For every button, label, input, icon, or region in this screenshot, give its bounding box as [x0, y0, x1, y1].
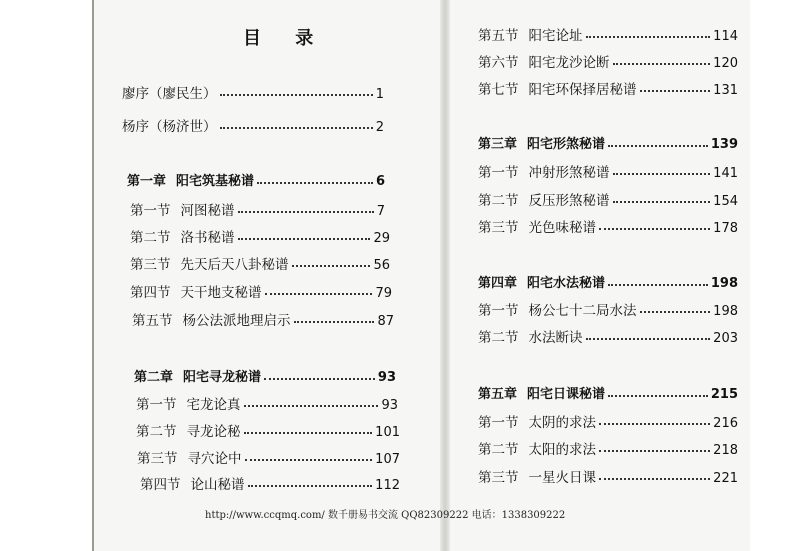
leader-dots: [245, 459, 373, 461]
leader-dots: [599, 478, 710, 480]
toc-entry-label: 阳宅水法秘谱: [527, 276, 606, 291]
toc-entry: [137, 447, 400, 467]
leader-dots: [586, 338, 711, 340]
toc-entry-label: 天干地支秘谱: [180, 285, 262, 301]
toc-entry-label: 阳宅论址: [528, 28, 583, 44]
toc-page-number: 120: [713, 56, 738, 71]
leader-dots: [608, 395, 708, 397]
toc-entry-label: 阳宅龙沙论断: [528, 55, 610, 71]
toc-entry: [478, 438, 738, 458]
toc-entry: [130, 199, 385, 219]
toc-entry: [132, 309, 394, 329]
toc-section-number: 第三节: [137, 451, 178, 467]
leader-dots: [244, 432, 373, 434]
toc-chapter-4: [478, 272, 738, 291]
toc-entry-label: 太阴的求法: [528, 415, 596, 431]
toc-entry-label: 先天后天八卦秘谱: [180, 257, 289, 273]
toc-entry: [136, 420, 400, 440]
toc-section-number: 第五节: [478, 28, 519, 44]
toc-entry-preface-1: [122, 82, 384, 102]
leader-dots: [640, 90, 711, 92]
toc-section-number: 第二节: [478, 193, 519, 209]
leader-dots: [264, 378, 375, 380]
toc-page-number: 93: [381, 398, 398, 413]
toc-page-number: 178: [713, 221, 738, 236]
toc-section-number: 第一节: [478, 415, 519, 431]
toc-section-number: 第七节: [478, 82, 519, 98]
toc-page-number: 56: [373, 258, 390, 273]
toc-section-number: 第六节: [478, 55, 519, 71]
toc-entry: [478, 78, 738, 98]
toc-section-number: 第三节: [130, 257, 171, 273]
toc-entry: [478, 299, 738, 319]
toc-entry-label: 寻穴论中: [187, 451, 242, 467]
toc-section-number: 第四章: [478, 276, 518, 291]
toc-entry-label: 阳宅寻龙秘谱: [183, 370, 262, 385]
toc-section-number: 第二节: [130, 230, 171, 246]
toc-entry: [478, 51, 738, 71]
toc-page-number: 2: [375, 120, 384, 135]
leader-dots: [238, 238, 371, 240]
toc-page-number: 198: [710, 276, 738, 291]
toc-section-number: 第一节: [130, 203, 171, 219]
toc-entry-label: 阳宅形煞秘谱: [527, 137, 606, 152]
toc-entry: [478, 466, 738, 486]
toc-entry: [478, 216, 738, 236]
toc-section-number: 第一节: [478, 303, 519, 319]
watermark-footer: http://www.ccqmq.com/ 数千册易书交流 QQ82309222 电话：1338309222: [205, 510, 566, 521]
toc-chapter-2: [134, 366, 396, 385]
toc-entry-label: 寻龙论秘: [186, 424, 241, 440]
toc-page-number: 221: [713, 471, 738, 486]
toc-page-number: 79: [375, 286, 392, 301]
leader-dots: [265, 293, 373, 295]
toc-page-number: 112: [375, 478, 400, 493]
toc-section-number: 第五章: [478, 387, 518, 402]
toc-entry: [478, 189, 738, 209]
toc-page-number: 203: [713, 331, 738, 346]
toc-page-number: 216: [713, 416, 738, 431]
toc-page-number: 1: [375, 87, 384, 102]
toc-entry-label: 论山秘谱: [190, 477, 245, 493]
leader-dots: [586, 36, 711, 38]
leader-dots: [599, 228, 710, 230]
toc-entry: [130, 253, 390, 273]
toc-page-number: 154: [713, 194, 738, 209]
leader-dots: [599, 423, 710, 425]
toc-section-number: 第三节: [478, 470, 519, 486]
leader-dots: [248, 485, 373, 487]
toc-section-number: 第五节: [132, 313, 173, 329]
toc-entry: [136, 393, 398, 413]
toc-entry-label: 廖序（廖民生）: [122, 86, 217, 102]
toc-entry-label: 宅龙论真: [186, 397, 241, 413]
toc-entry-label: 阳宅环保择居秘谱: [528, 82, 637, 98]
toc-page-number: 101: [375, 425, 400, 440]
leader-dots: [244, 405, 379, 407]
toc-section-number: 第四节: [130, 285, 171, 301]
toc-entry: [130, 226, 390, 246]
leader-dots: [608, 284, 708, 286]
toc-page-number: 198: [713, 304, 738, 319]
toc-page-number: 29: [373, 231, 390, 246]
toc-entry-label: 杨公法派地理启示: [182, 313, 291, 329]
toc-entry: [478, 161, 738, 181]
leader-dots: [613, 63, 711, 65]
toc-entry-label: 光色味秘谱: [528, 220, 596, 236]
toc-entry-label: 杨公七十二局水法: [528, 303, 637, 319]
toc-page-number: 93: [377, 370, 396, 385]
toc-section-number: 第四节: [140, 477, 181, 493]
toc-entry-label: 河图秘谱: [180, 203, 235, 219]
leader-dots: [292, 265, 371, 267]
toc-entry-label: 水法断诀: [528, 330, 583, 346]
toc-section-number: 第三节: [478, 220, 519, 236]
toc-section-number: 第二节: [136, 424, 177, 440]
toc-page-number: 218: [713, 443, 738, 458]
toc-page-number: 107: [375, 452, 400, 467]
toc-page-number: 87: [377, 314, 394, 329]
toc-page-number: 6: [375, 174, 385, 189]
toc-page-number: 215: [710, 387, 738, 402]
toc-entry-label: 阳宅日课秘谱: [527, 387, 606, 402]
toc-section-number: 第一章: [127, 174, 167, 189]
toc-entry-label: 反压形煞秘谱: [528, 193, 610, 209]
leader-dots: [257, 182, 373, 184]
toc-entry: [478, 24, 738, 44]
leader-dots: [613, 173, 711, 175]
toc-section-number: 第一节: [478, 165, 519, 181]
toc-entry: [478, 326, 738, 346]
leader-dots: [599, 450, 710, 452]
toc-chapter-1: [127, 170, 385, 189]
toc-chapter-3: [478, 133, 738, 152]
book-gutter: [440, 0, 450, 551]
toc-section-number: 第二节: [478, 330, 519, 346]
leader-dots: [608, 145, 708, 147]
left-page-edge: [92, 0, 94, 551]
toc-page-number: 131: [713, 83, 738, 98]
toc-entry: [140, 473, 400, 493]
toc-entry-label: 阳宅筑基秘谱: [176, 174, 255, 189]
toc-entry-label: 杨序（杨济世）: [122, 119, 217, 135]
toc-section-number: 第三章: [478, 137, 518, 152]
toc-section-number: 第二章: [134, 370, 174, 385]
toc-section-number: 第二节: [478, 442, 519, 458]
leader-dots: [640, 311, 711, 313]
leader-dots: [220, 127, 373, 129]
toc-title: 目 录: [243, 28, 328, 49]
toc-section-number: 第一节: [136, 397, 177, 413]
leader-dots: [294, 321, 375, 323]
leader-dots: [220, 94, 373, 96]
toc-page-number: 7: [376, 204, 385, 219]
toc-page-number: 141: [713, 166, 738, 181]
toc-entry: [130, 281, 392, 301]
toc-entry-label: 洛书秘谱: [180, 230, 235, 246]
toc-entry-label: 一星火日课: [528, 470, 596, 486]
toc-page-number: 114: [713, 29, 738, 44]
leader-dots: [613, 201, 711, 203]
toc-entry: [478, 411, 738, 431]
toc-entry-preface-2: [122, 115, 384, 135]
toc-entry-label: 太阳的求法: [528, 442, 596, 458]
toc-entry-label: 冲射形煞秘谱: [528, 165, 610, 181]
toc-chapter-5: [478, 383, 738, 402]
toc-page-number: 139: [710, 137, 738, 152]
leader-dots: [238, 211, 374, 213]
